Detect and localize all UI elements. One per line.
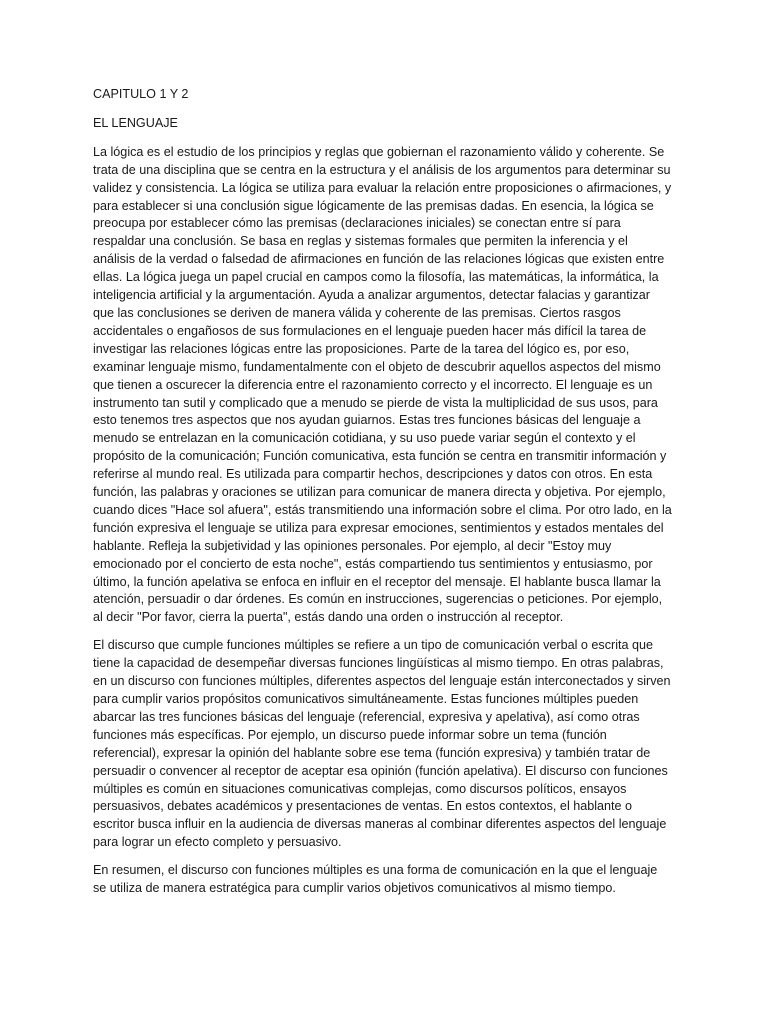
document-body xyxy=(93,86,673,908)
paragraph-summary: En resumen, el discurso con funciones múltiples es una forma de comunicación en la que el lenguaje se utiliza de manera estratégica para cumplir varios objetivos comunicativos al mismo tiempo. xyxy=(93,863,658,896)
section-title: EL LENGUAJE xyxy=(93,115,178,130)
paragraph-logic: La lógica es el estudio de los principios y reglas que gobiernan el razonamiento válido y coherente. Se trata de una disciplina que se centra en la estructura y el análisis de los argumentos para determinar su validez y consistencia. La lógica se utiliza para evaluar la relación entre proposiciones o afirmaciones, y para establecer si una conclusión sigue lógicamente de las premisas dadas. En esencia, la lógica se preocupa por establecer cómo las premisas (declaraciones iniciales) se conectan entre sí para respaldar una conclusión. Se basa en reglas y sistemas formales que permiten la inferencia y el análisis de la verdad o falsedad de afirmaciones en función de las relaciones lógicas que existen entre ellas. La lógica juega un papel crucial en campos como la filosofía, las matemáticas, la informática, la inteligencia artificial y la argumentación. Ayuda a analizar argumentos, detectar falacias y garantizar que las conclusiones se deriven de manera válida y coherente de las premisas. Ciertos rasgos accidentales o engañosos de sus formulaciones en el lenguaje pueden hacer más difícil la tarea de investigar las relaciones lógicas entre las proposiciones. Parte de la tarea del lógico es, por eso, examinar lenguaje mismo, fundamentalmente con el objeto de descubrir aquellos aspectos del mismo que tienen a oscurecer la diferencia entre el razonamiento correcto y el incorrecto. El lenguaje es un instrumento tan sutil y complicado que a menudo se pierde de vista la multiplicidad de sus usos, para esto tenemos tres aspectos que nos ayudan guiarnos. Estas tres funciones básicas del lenguaje a menudo se entrelazan en la comunicación cotidiana, y su uso puede variar según el contexto y el propósito de la comunicación; Función comunicativa, esta función se centra en transmitir información y referirse al mundo real. Es utilizada para compartir hechos, descripciones y datos con otros. En esta función, las palabras y oraciones se utilizan para comunicar de manera directa y objetiva. Por ejemplo, cuando dices "Hace sol afuera", estás transmitiendo una información sobre el clima. Por otro lado, en la función expresiva el lenguaje se utiliza para expresar emociones, sentimientos y estados mentales del hablante. Refleja la subjetividad y las opiniones personales. Por ejemplo, al decir "Estoy muy emocionado por el concierto de esta noche", estás compartiendo tus sentimientos y entusiasmo, por último, la función apelativa se enfoca en influir en el receptor del mensaje. El hablante busca llamar la atención, persuadir o dar órdenes. Es común en instrucciones, sugerencias o peticiones. Por ejemplo, al decir "Por favor, cierra la puerta", estás dando una orden o instrucción al receptor. xyxy=(93,144,672,625)
chapter-heading: CAPITULO 1 Y 2 xyxy=(93,87,189,101)
paragraph-multiple-functions: El discurso que cumple funciones múltiples se refiere a un tipo de comunicación verbal o escrita que tiene la capacidad de desempeñar diversas funciones lingüísticas al mismo tiempo. En otras palabras, en un discurso con funciones múltiples, diferentes aspectos del lenguaje están interconectados y sirven para cumplir varios propósitos comunicativos simultáneamente. Estas funciones múltiples pueden abarcar las tres funciones básicas del lenguaje (referencial, expresiva y apelativa), así como otras funciones más específicas. Por ejemplo, un discurso puede informar sobre un tema (función referencial), expresar la opinión del hablante sobre ese tema (función expresiva) y también tratar de persuadir o convencer al receptor de aceptar esa opinión (función apelativa). El discurso con funciones múltiples es común en situaciones comunicativas complejas, como discursos políticos, ensayos persuasivos, debates académicos y presentaciones de ventas. En estos contextos, el hablante o escritor busca influir en la audiencia de diversas maneras al combinar diferentes aspectos del lenguaje para lograr un efecto completo y persuasivo. xyxy=(93,638,671,850)
